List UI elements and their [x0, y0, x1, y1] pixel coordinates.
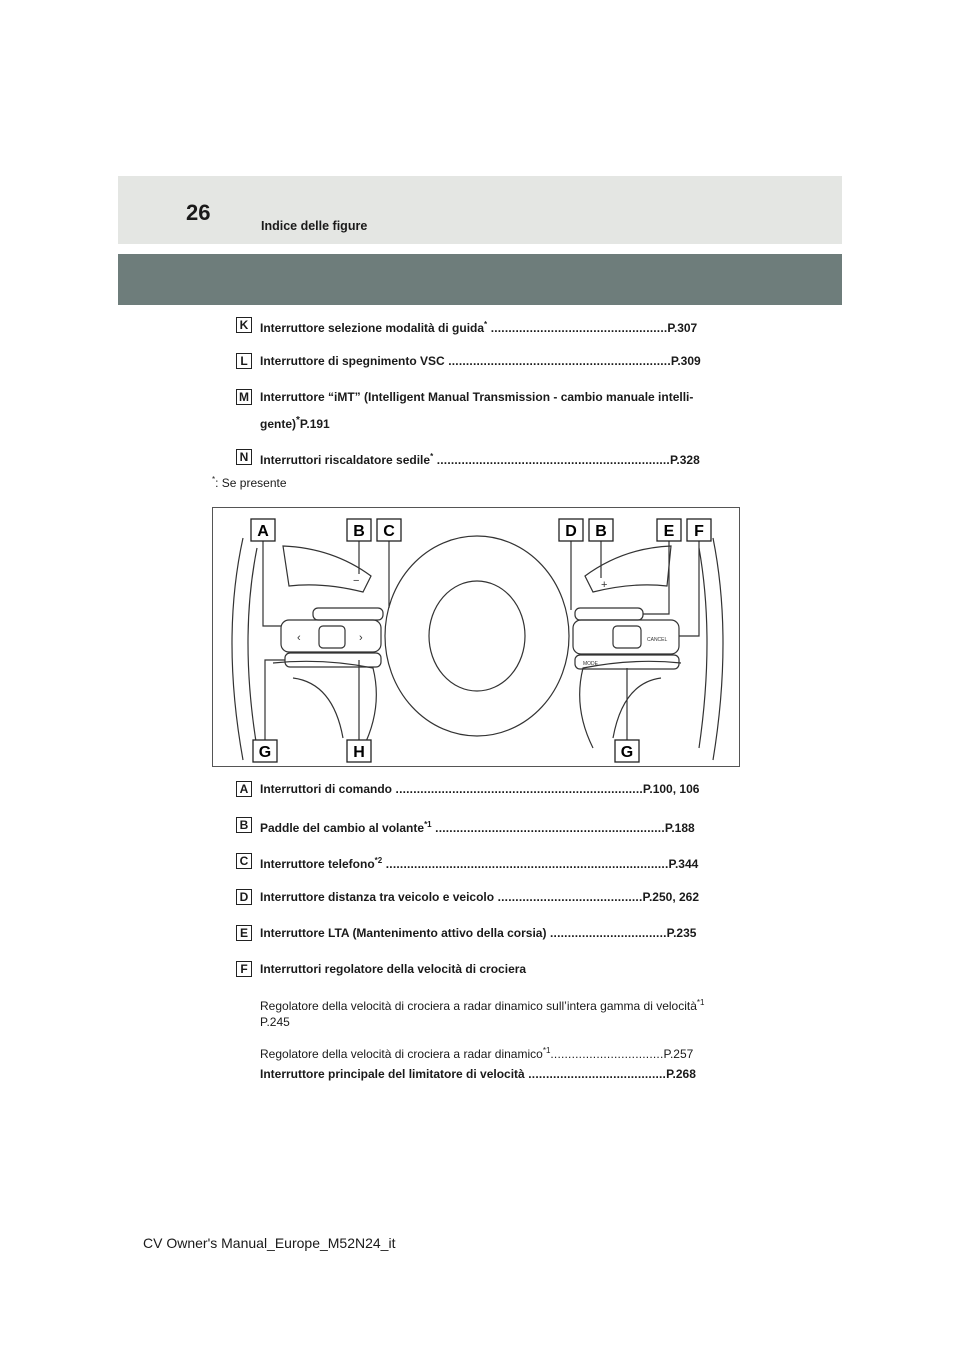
badge: M — [236, 389, 252, 405]
entry-text: Interruttore “iMT” (Intelligent Manual Transmission - cambio manuale intelli- — [260, 390, 694, 404]
callout-f: F — [694, 523, 704, 540]
left-lower-switches — [285, 653, 381, 667]
plus-symbol: + — [601, 579, 608, 591]
spoke-right — [580, 661, 681, 748]
section-title: Indice delle figure — [261, 219, 368, 233]
right-center-button — [613, 626, 641, 648]
entry-text: Interruttore distanza tra veicolo e veicolo .........................................P.250, 262 — [260, 890, 700, 904]
hub-emblem — [429, 581, 525, 691]
steering-wheel-figure — [212, 507, 740, 767]
chevron-left-icon: ‹ — [297, 632, 301, 644]
header-top-band — [118, 176, 842, 244]
entry-text: Interruttore di spegnimento VSC ...............................................................P.309 — [260, 354, 701, 368]
callout-g-right: G — [620, 744, 634, 761]
sub-entry-full-range-ref: P.245 — [260, 1015, 290, 1029]
mode-button-label: MODE — [583, 661, 598, 667]
spoke-right-lower — [613, 678, 661, 738]
spoke-left-lower — [293, 678, 343, 738]
leader-g-left — [265, 660, 285, 740]
entry-text: Interruttori di comando ......................................................................P.100, 106 — [260, 782, 700, 796]
leader-e — [643, 540, 669, 614]
badge: F — [236, 961, 252, 977]
entry-text: Interruttore LTA (Mantenimento attivo della corsia) .................................P.235 — [260, 926, 697, 940]
callout-g-left: G — [258, 744, 272, 761]
entry-text: Interruttore selezione modalità di guida* ..................................................P.307 — [260, 320, 698, 335]
callouts — [251, 519, 711, 762]
badge: N — [236, 449, 252, 465]
rim-left-outer — [232, 538, 243, 760]
callout-b-right: B — [595, 523, 607, 540]
page-number: 26 — [186, 200, 211, 225]
sub-entry-full-range: Regolatore della velocità di crociera a radar dinamico sull’intera gamma di velocità$^{*1}$ — [260, 998, 705, 1013]
callout-e: E — [663, 523, 675, 540]
left-upper-switches — [313, 608, 383, 620]
entry-text: Interruttore telefono$^{*2}$ ................................................................................P.344 — [260, 856, 699, 871]
callout-d: D — [565, 523, 577, 540]
rim-right-inner — [699, 548, 707, 748]
badge: A — [236, 781, 252, 797]
callout-c: C — [383, 523, 395, 540]
left-switch-panel — [281, 620, 381, 652]
right-upper-switches — [575, 608, 643, 620]
badge: B — [236, 817, 252, 833]
rim-left-inner — [248, 548, 257, 748]
cancel-button-label: CANCEL — [647, 637, 668, 643]
badge: E — [236, 925, 252, 941]
minus-symbol: − — [353, 575, 360, 587]
badge: K — [236, 317, 252, 333]
rim-right-outer — [713, 538, 723, 760]
chevron-right-icon: › — [359, 632, 363, 644]
footnote: *: Se presente — [212, 475, 287, 490]
sub-entry-speed-limiter: Interruttore principale del limitatore di velocità .......................................P.268 — [260, 1067, 696, 1081]
header-bar — [118, 254, 842, 305]
spoke-left — [273, 661, 376, 748]
entry-text: Interruttori regolatore della velocità di crociera — [260, 962, 527, 976]
hub-outer — [385, 536, 569, 736]
badge: C — [236, 853, 252, 869]
sub-entry-radar: Regolatore della velocità di crociera a radar dinamico$^{*1}$................................P.257 — [260, 1046, 694, 1061]
badge: D — [236, 889, 252, 905]
left-center-button — [319, 626, 345, 648]
badge: L — [236, 353, 252, 369]
entry-text: Paddle del cambio al volante$^{*1}$ .................................................................P.188 — [260, 820, 695, 835]
entry-text: Interruttori riscaldatore sedile* ..................................................................P.328 — [260, 452, 700, 467]
steering-wheel-illustration — [213, 508, 741, 768]
callout-a: A — [257, 523, 269, 540]
entry-text-line2: gente)*P.191 — [260, 415, 330, 431]
leader-f — [679, 540, 699, 636]
paddle-right — [585, 546, 671, 592]
leader-a — [263, 540, 281, 626]
callout-b-left: B — [353, 523, 365, 540]
callout-h: H — [353, 744, 365, 761]
footer-manual-id: CV Owner's Manual_Europe_M52N24_it — [143, 1235, 396, 1251]
